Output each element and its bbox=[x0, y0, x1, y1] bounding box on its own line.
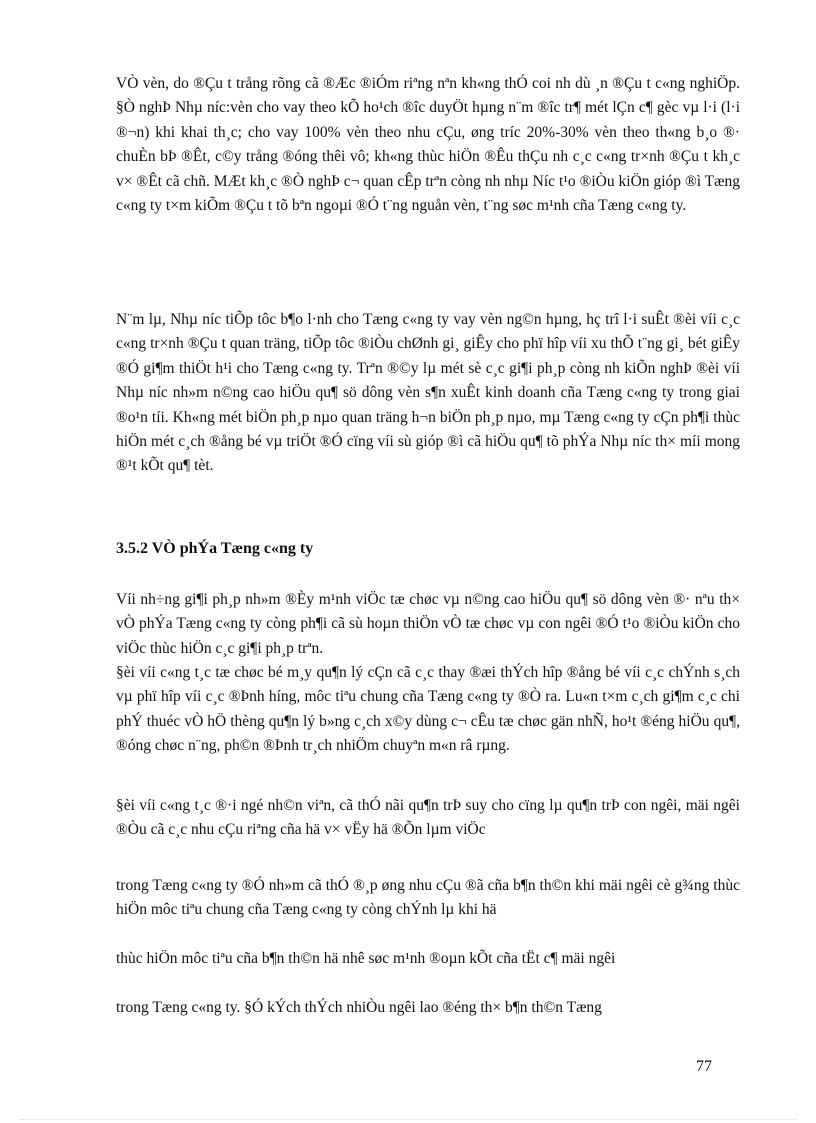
paragraph-continuation-2: thùc hiÖn môc tiªu cña b¶n th©n hä nhê søc m¹nh ®oµn kÕt cña tËt c¶ mäi ngêi bbox=[116, 950, 616, 967]
paragraph-continuation-1: trong Tæng c«ng ty ®Ó nh»m cã thÓ ®¸p øng nhu cÇu ®ã cña b¶n th©n khi mäi ngêi cè g¾ng thùc hiÖn môc tiªu chung cña Tæng c«ng ty còng chÝnh lµ khi hä bbox=[116, 877, 740, 919]
paragraph-staff-treatment: §èi víi c«ng t¸c ®·i ngé nh©n viªn, cã thÓ nãi qu¶n trÞ suy cho cïng lµ qu¶n trÞ con ngêi, mäi ngêi ®Òu cã c¸c nhu cÇu riªng cña hä v× vËy hä ®Õn lµm viÖc bbox=[116, 797, 740, 839]
page-number: 77 bbox=[696, 1058, 712, 1075]
paragraph-management-structure: §èi víi c«ng t¸c tæ chøc bé m¸y qu¶n lý cÇn cã c¸c thay ®æi thÝch hîp ®ång bé víi c¸c chÝnh s¸ch vµ phï hîp víi c¸c ®Þnh híng, môc tiªu chung cña Tæng c«ng ty ®Ò ra. Lu«n t×m c¸ch gi¶m c¸c chi phÝ thuéc vÒ hÖ thèng qu¶n lý b»ng c¸ch x©y dùng c¬ cÊu tæ chøc gän nhÑ, ho¹t ®éng hiÖu qu¶, ®óng chøc n¨ng, ph©n ®Þnh tr¸ch nhiÖm chuyªn m«n râ rµng. bbox=[116, 664, 740, 755]
section-heading: 3.5.2 VÒ phÝa Tæng c«ng ty bbox=[116, 540, 314, 557]
page-bottom-border bbox=[20, 1119, 796, 1120]
paragraph-capital: VÒ vèn, do ®Çu t trång rõng cã ®Æc ®iÓm riªng nªn kh«ng thÓ coi nh dù ¸n ®Çu t c«ng nghiÖp. §Ò nghÞ Nhµ níc:vèn cho vay theo kÕ ho¹ch ®îc duyÖt hµng n¨m ®îc tr¶ mét lÇn c¶ gèc vµ l·i (l·i ®¬n) khi khai th¸c; cho vay 100% vèn theo nhu cÇu, øng tríc 20%-30% vèn theo th«ng b¸o ®· chuÈn bÞ ®Êt, c©y trång ®óng thêi vô; kh«ng thùc hiÖn ®Êu thÇu nh c¸c c«ng tr×nh ®Çu t kh¸c v× ®Êt cã chñ. MÆt kh¸c ®Ò nghÞ c¬ quan cÊp trªn còng nh nhµ Níc t¹o ®iÒu kiÖn gióp ®ì Tæng c«ng ty t×m kiÕm ®Çu t tõ bªn ngoµi ®Ó t¨ng nguån vèn, t¨ng søc m¹nh cña Tæng c«ng ty. bbox=[116, 75, 740, 215]
paragraph-state-guarantee: N¨m lµ, Nhµ níc tiÕp tôc b¶o l·nh cho Tæng c«ng ty vay vèn ng©n hµng, hç trî l·i suÊt ®èi víi c¸c c«ng tr×nh ®Çu t quan träng, tiÕp tôc ®iÒu chØnh gi¸ giÊy cho phï hîp víi xu thÕ t¨ng gi¸ bét giÊy ®Ó gi¶m thiÖt h¹i cho Tæng c«ng ty. Trªn ®©y lµ mét sè c¸c gi¶i ph¸p còng nh kiÕn nghÞ ®èi víi Nhµ níc nh»m n©ng cao hiÖu qu¶ sö dông vèn s¶n xuÊt kinh doanh cña Tæng c«ng ty trong giai ®o¹n tíi. Kh«ng mét biÖn ph¸p nµo quan träng h¬n biÖn ph¸p nµo, mµ Tæng c«ng ty cÇn ph¶i thùc hiÖn mét c¸ch ®ång bé vµ triÖt ®Ó cïng víi sù gióp ®ì cã hiÖu qu¶ tõ phÝa Nhµ níc th× míi mong ®¹t kÕt qu¶ tèt. bbox=[116, 311, 740, 475]
paragraph-continuation-3: trong Tæng c«ng ty. §Ó kÝch thÝch nhiÒu ngêi lao ®éng th× b¶n th©n Tæng bbox=[116, 999, 602, 1016]
paragraph-organization-intro: Víi nh÷ng gi¶i ph¸p nh»m ®Èy m¹nh viÖc tæ chøc vµ n©ng cao hiÖu qu¶ sö dông vèn ®· nªu th× vÒ phÝa Tæng c«ng ty còng ph¶i cã sù hoµn thiÖn vÒ tæ chøc vµ con ngêi ®Ó t¹o ®iÒu kiÖn cho viÖc thùc hiÖn c¸c gi¶i ph¸p trªn. bbox=[116, 591, 740, 657]
